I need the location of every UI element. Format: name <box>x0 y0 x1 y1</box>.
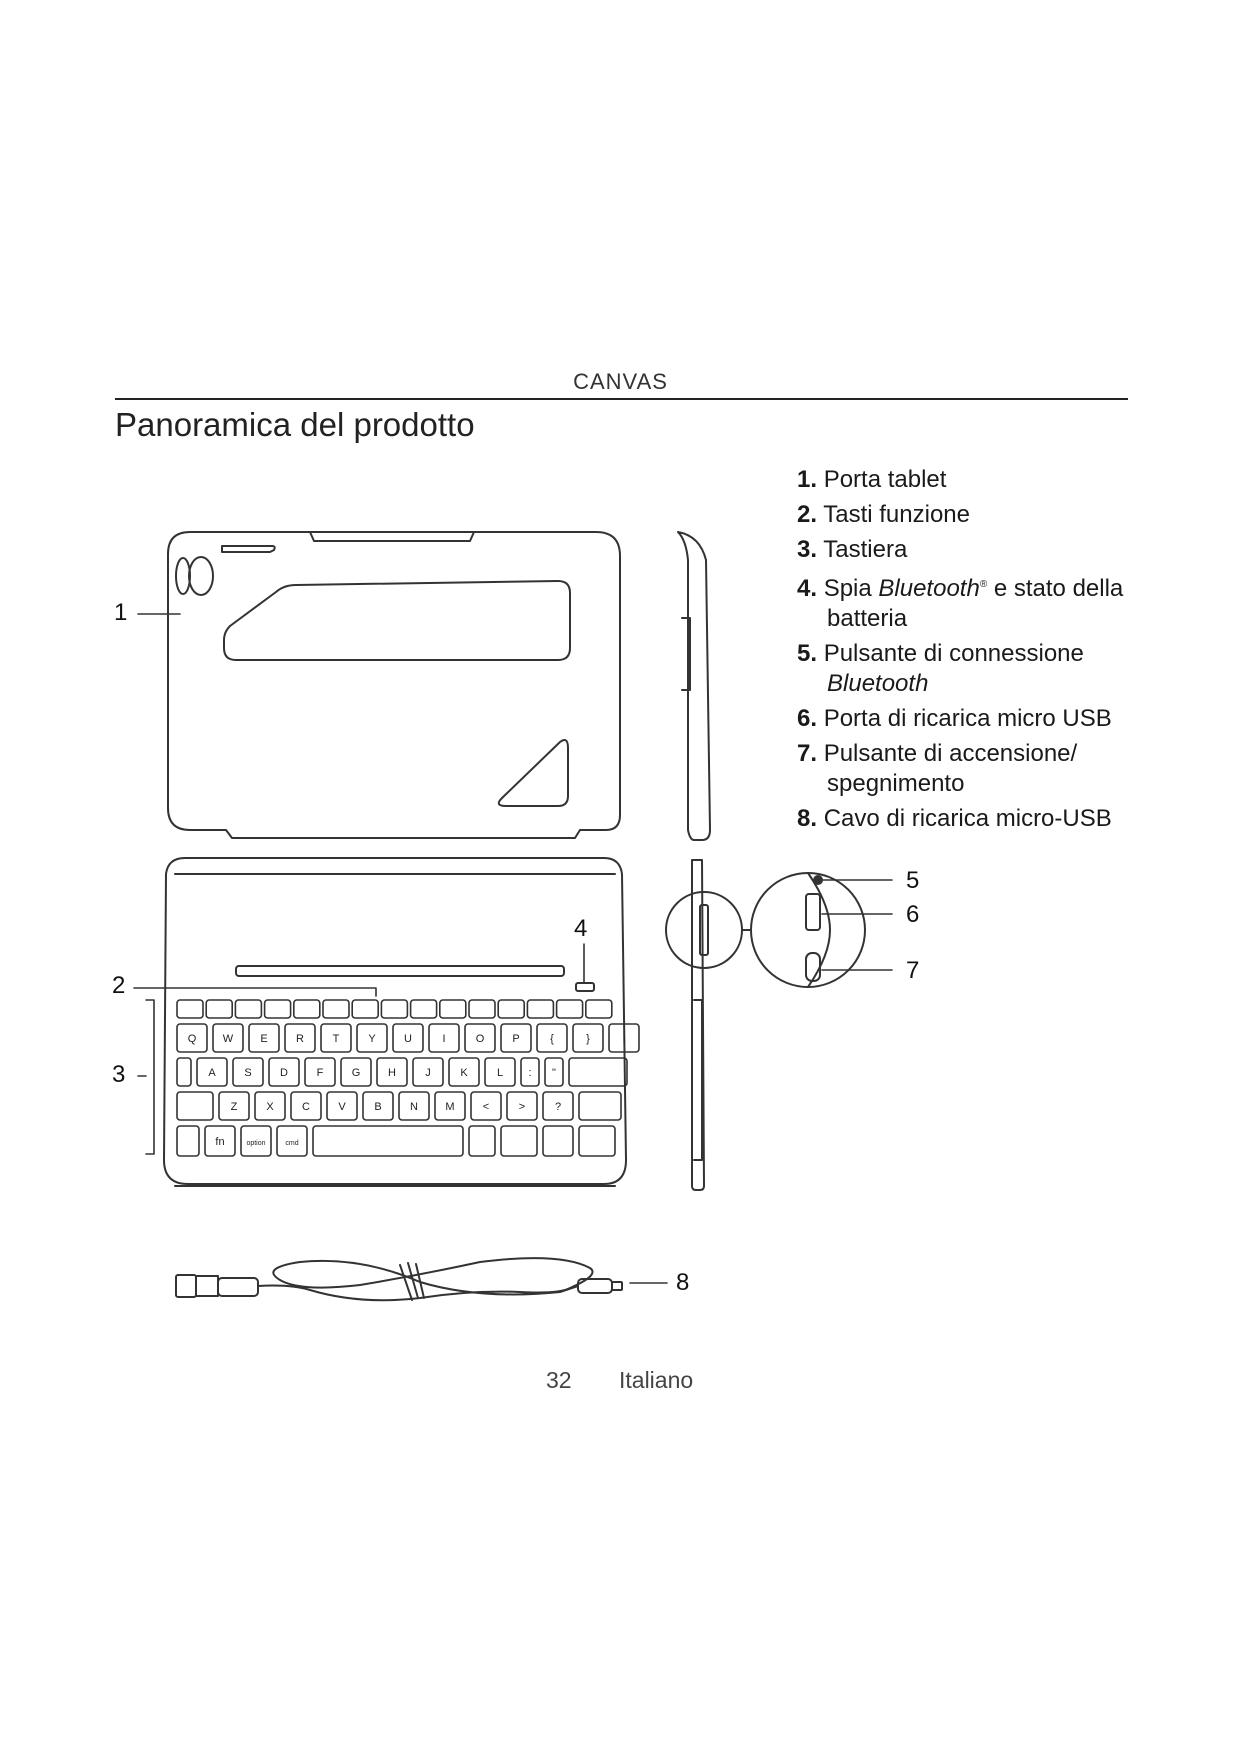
key-label: R <box>296 1033 304 1045</box>
feature-text: Pulsante di connessione <box>823 640 1084 667</box>
callout-8: 8 <box>676 1269 690 1296</box>
keyboard-base <box>164 858 626 1186</box>
key-label: U <box>404 1033 412 1045</box>
key-label: C <box>302 1101 310 1113</box>
key <box>586 1000 612 1018</box>
key-label: A <box>208 1067 216 1079</box>
key-label: " <box>552 1067 556 1079</box>
key-label: N <box>410 1101 418 1113</box>
feature-text: Pulsante di accensione/ spegnimento <box>823 740 1078 797</box>
feature-number: 8. <box>797 805 818 832</box>
key-label: { <box>550 1033 554 1045</box>
key-label: M <box>445 1101 455 1113</box>
key-label: : <box>528 1067 532 1079</box>
key-label: I <box>442 1033 446 1045</box>
feature-text: e stato della batteria <box>827 575 1124 632</box>
tablet-holder <box>168 532 620 838</box>
feature-number: 4. <box>797 575 818 602</box>
footer-language: Italiano <box>619 1367 694 1393</box>
key-label: S <box>244 1067 252 1079</box>
key <box>469 1000 495 1018</box>
key-label: L <box>496 1067 504 1079</box>
callout-4: 4 <box>574 915 588 942</box>
key-label: F <box>316 1067 324 1079</box>
side-profile <box>678 532 710 1190</box>
key-label: D <box>280 1067 288 1079</box>
key-label: J <box>425 1067 431 1079</box>
key-label: Y <box>368 1033 376 1045</box>
feature-text: Spia <box>823 575 879 602</box>
key-label: > <box>518 1101 526 1113</box>
feature-number: 7. <box>797 740 818 767</box>
feature-text: Tastiera <box>823 536 908 563</box>
key <box>527 1000 553 1018</box>
feature-number: 1. <box>797 466 818 493</box>
keyboard-keys <box>177 1000 639 1156</box>
key <box>440 1000 466 1018</box>
callout-2: 2 <box>112 972 126 999</box>
key <box>265 1000 291 1018</box>
key <box>206 1000 232 1018</box>
key-label: Q <box>187 1033 197 1045</box>
feature-text: Tasti funzione <box>823 501 971 528</box>
key <box>177 1058 191 1086</box>
key-label: X <box>266 1101 274 1113</box>
key <box>177 1092 213 1120</box>
key-label: H <box>388 1067 396 1079</box>
key-label: V <box>338 1101 346 1113</box>
key-label: E <box>260 1033 268 1045</box>
key-label: B <box>374 1101 382 1113</box>
key <box>381 1000 407 1018</box>
key-label: G <box>351 1067 361 1079</box>
callout-1: 1 <box>114 599 128 626</box>
key <box>352 1000 378 1018</box>
feature-number: 6. <box>797 705 818 732</box>
key <box>235 1000 261 1018</box>
callout-6: 6 <box>906 901 920 928</box>
key-label: ? <box>554 1101 562 1113</box>
key <box>501 1126 537 1156</box>
callout-5: 5 <box>906 867 920 894</box>
key <box>323 1000 349 1018</box>
key-label: option <box>246 1140 266 1147</box>
key-label: K <box>460 1067 468 1079</box>
page-title: Panoramica del prodotto <box>115 406 475 443</box>
key-label: P <box>512 1033 520 1045</box>
feature-number: 3. <box>797 536 818 563</box>
key-label: W <box>222 1033 234 1045</box>
feature-text: Cavo di ricarica micro-USB <box>823 805 1112 832</box>
callout-3: 3 <box>112 1061 126 1088</box>
callout-7: 7 <box>906 957 920 984</box>
key <box>498 1000 524 1018</box>
key <box>579 1092 621 1120</box>
key <box>557 1000 583 1018</box>
usb-cable <box>176 1258 622 1300</box>
key <box>469 1126 495 1156</box>
document-header: CANVAS <box>573 369 668 394</box>
feature-text-italic: Bluetooth <box>827 670 929 697</box>
key <box>569 1058 627 1086</box>
registered-mark: ® <box>979 579 988 590</box>
feature-number: 5. <box>797 640 818 667</box>
page-number: 32 <box>546 1367 572 1393</box>
key <box>411 1000 437 1018</box>
key-label: | <box>622 1033 626 1045</box>
feature-text: Porta tablet <box>823 466 947 493</box>
feature-text-italic: Bluetooth <box>878 575 980 602</box>
key-label: < <box>482 1101 490 1113</box>
callout-leaders <box>134 614 892 1283</box>
key-label: O <box>475 1033 485 1045</box>
key <box>294 1000 320 1018</box>
key <box>313 1126 463 1156</box>
key <box>177 1126 199 1156</box>
key-label: fn <box>215 1136 225 1148</box>
key-label: Z <box>230 1101 238 1113</box>
key <box>177 1000 203 1018</box>
key-label: } <box>586 1033 590 1045</box>
key <box>543 1126 573 1156</box>
key-label: cmd <box>285 1140 299 1147</box>
key-label: T <box>332 1033 340 1045</box>
feature-text: Porta di ricarica micro USB <box>823 705 1112 732</box>
key <box>579 1126 615 1156</box>
feature-number: 2. <box>797 501 818 528</box>
